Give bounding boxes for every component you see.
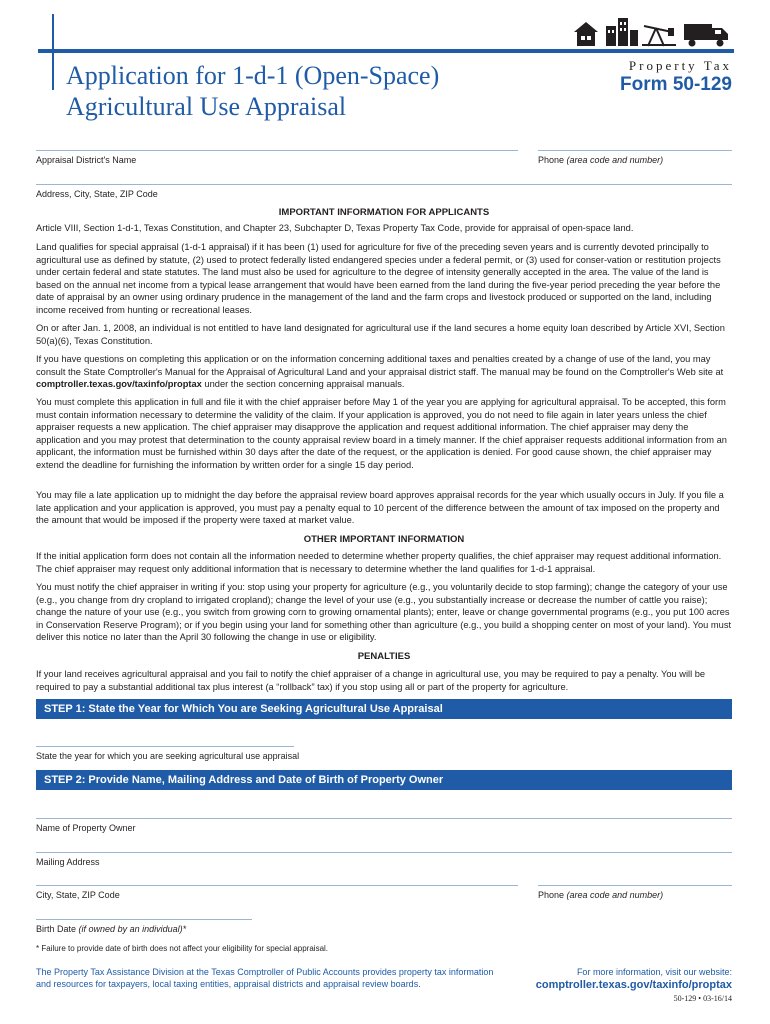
district-phone-field[interactable] [538, 150, 732, 151]
other-paragraph-2: You must notify the chief appraiser in writing if you: stop using your property for agriculture (e.g., you voluntarily decide to stop farming); change the category of your use (e.g., you change from dry cropland to irrigated cropland); change the level of your use (e.g., you substantially increase or decrease the number of cattle you raise); change the nature of your use (e.g., you switch from growing corn to growing ornamental plants); enter, leave or change governmental programs (e.g., you put 100 acres in Conservation Reserve Program); or if you begin using your land for something other than agriculture (e.g., you build a shopping center on most of your land). You must deliver this notice no later than the April 30 following the change in use or eligibility. [36, 582, 732, 643]
comptroller-link[interactable]: comptroller.texas.gov/taxinfo/proptax [36, 379, 202, 390]
owner-name-field[interactable] [36, 818, 732, 819]
form-revision-code: 50-129 • 03-16/14 [673, 994, 732, 1003]
important-paragraph-2: Land qualifies for special appraisal (1-d-1 appraisal) if it has been (1) used for agriculture for five of the preceding seven years and is currently devoted principally to agricultural use as defined by statute, (2) used to protect federally listed endangered species under a federal permit, or (3) used for conser-vation or restitution projects under certain federal and state statutes. The land must also be used for agriculture to the degree of intensity generally accepted in the area. The value of the land is based on the annual net income from a typical lease arrangement that would have been earned from the land during the five-year period preceding the year before the date of appraisal by an owner using ordinary prudence in the management of the land and the farm crops and livestock produced or supported on the land, including income received from hunting or recreational leases. [36, 242, 721, 315]
district-address-label: Address, City, State, ZIP Code [36, 189, 158, 199]
important-paragraph-5: You must complete this application in full and file it with the chief appraiser before May 1 of the year you are applying for agricultural appraisal. To be accepted, this form must contain information necessary to determine the validity of the claim. If your application is approved, you do not need to file again in later years unless the chief appraiser requests a new application. The chief appraiser may disapprove the application and request additional information. The chief appraiser may deny the application and you may protest that determination to the county appraisal review board in a timely manner. If the chief appraiser requests additional information from an applicant, the information must be furnished within 30 days after the date of the request, or the application is denied. For good cause shown, the chief appraiser may extend the deadline for furnishing the information by written order for a single 15 day period. [36, 397, 727, 470]
header-horizontal-rule [38, 49, 734, 53]
district-address-field[interactable] [36, 184, 732, 185]
owner-phone-field[interactable] [538, 885, 732, 886]
house-icon [574, 22, 598, 46]
step1-bar: STEP 1: State the Year for Which You are Seeking Agricultural Use Appraisal [36, 699, 732, 719]
owner-city-field[interactable] [36, 885, 518, 886]
mailing-address-label: Mailing Address [36, 857, 100, 867]
important-paragraph-1: Article VIII, Section 1-d-1, Texas Constitution, and Chapter 23, Subchapter D, Texas Property Tax Code, provide for appraisal of open-space land. [36, 223, 634, 233]
important-paragraph-3: On or after Jan. 1, 2008, an individual is not entitled to have land designated for agricultural use if the land secures a home equity loan described by Article XVI, Section 50(a)(6), Texas Constitution. [36, 323, 725, 346]
owner-phone-label: Phone (area code and number) [538, 890, 664, 900]
step2-bar: STEP 2: Provide Name, Mailing Address and Date of Birth of Property Owner [36, 770, 732, 790]
city-buildings-icon [606, 18, 638, 46]
district-name-label: Appraisal District's Name [36, 155, 137, 165]
truck-icon [684, 24, 728, 47]
year-label: State the year for which you are seeking agricultural use appraisal [36, 751, 300, 761]
penalties-paragraph: If your land receives agricultural appraisal and you fail to notify the chief appraiser of a change in agricultural use, you may be required to pay a penalty. You will be required to pay a substantial additional tax plus interest (a “rollback” tax) if you stop using all or part of the property for agriculture. [36, 669, 706, 692]
category-label: Property Tax [628, 58, 732, 73]
penalties-heading: PENALTIES [357, 651, 411, 662]
header-icons [572, 14, 732, 48]
birth-date-label: Birth Date (if owned by an individual)* [36, 924, 187, 934]
important-paragraph-6: You may file a late application up to midnight the day before the appraisal review board approves appraisal records for the year which usually occurs in July. If you file a late application and your application is approved, you must pay a penalty equal to 10 percent of the difference between the amount of tax imposed on the property and the amount that would be imposed if the property were taxed at market value. [36, 490, 724, 526]
birth-date-note: * Failure to provide date of birth does not affect your eligibility for special appraisal. [36, 944, 329, 953]
footer-note: For more information, visit our website: [576, 967, 732, 977]
year-field[interactable] [36, 746, 294, 747]
important-heading: IMPORTANT INFORMATION FOR APPLICANTS [278, 207, 490, 218]
page-title [66, 60, 536, 122]
district-phone-label: Phone (area code and number) [538, 155, 664, 165]
form-number: Form 50-129 [620, 74, 732, 95]
other-paragraph-1: If the initial application form does not contain all the information needed to determine whether property qualifies, the chief appraiser may request additional information. The chief appraiser may request only additional information that is necessary to determine whether the land qualifies for 1-d-1 appraisal. [36, 551, 722, 574]
footer-description: The Property Tax Assistance Division at the Texas Comptroller of Public Accounts provides property tax information and resources for taxpayers, local taxing entities, appraisal districts and appraisal review boards. [36, 967, 494, 989]
oil-pump-icon [642, 26, 676, 46]
title-line-2: Agricultural Use Appraisal [66, 92, 347, 121]
birth-date-field[interactable] [36, 919, 252, 920]
other-heading: OTHER IMPORTANT INFORMATION [303, 534, 465, 545]
owner-name-label: Name of Property Owner [36, 823, 136, 833]
footer-right [536, 966, 732, 992]
important-paragraph-4: If you have questions on completing this application or on the information concerning additional taxes and penalties created by a change of use of the land, you may consult the State Comptroller's Manual for the Appraisal of Agricultural Land and your appraisal district staff. The manual may be found on the Comptroller's Web site at comptroller.texas.gov/taxinfo/proptax under the section concerning appraisal manuals. [36, 354, 724, 390]
title-line-1: Application for 1-d-1 (Open-Space) [66, 61, 440, 90]
mailing-address-field[interactable] [36, 852, 732, 853]
district-name-field[interactable] [36, 150, 518, 151]
owner-city-label: City, State, ZIP Code [36, 890, 120, 900]
footer-website-link[interactable]: comptroller.texas.gov/taxinfo/proptax [535, 979, 732, 991]
